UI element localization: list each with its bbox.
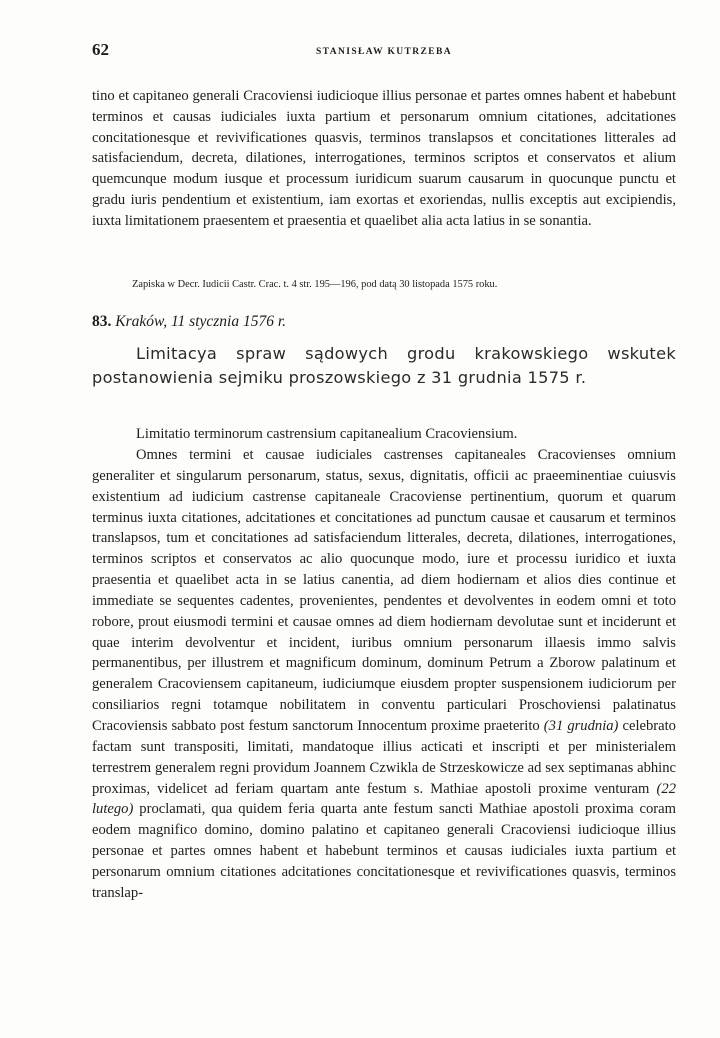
source-citation: Zapiska w Decr. Iudicii Castr. Crac. t. 4 str. 195—196, pod datą 30 listopada 1575 roku.	[132, 279, 498, 290]
entry-number: 83.	[92, 313, 112, 330]
entry-regest: Limitacya spraw sądowych grodu krakowskiego wskutek postanowienia sejmiku proszowskiego z 31 grudnia 1575 r.	[92, 344, 676, 387]
running-title: STANISŁAW KUTRZEBA	[316, 47, 452, 57]
page-number: 62	[92, 40, 109, 59]
entry-heading	[92, 313, 676, 331]
entry-rubric: Limitatio terminorum castrensium capitanealium Cracoviensium.	[136, 426, 518, 442]
editorial-note-date-1: (31 grudnia)	[543, 717, 619, 734]
entry-body-part-1: Omnes termini et causae iudiciales castrenses capitaneales Cracovienses omnium generaliter et singularum personarum, status, sexus, dignitatis, officii ac praeeminentiae cuiusvis existentium ad iudicium castrense capitaneale Cracoviense pertinentium, quorum et quarum terminus iuxta citationes, adcitationes et concitationes ad punctum causae et causarum et terminos translapsos, tum et concitationes ad satisfaciendum litterales, decreta, dilationes, interrogationes, terminos scriptos et conservatos ac alio quocunque modo, iure et processu iuridico et iuxta praesentia et quaelibet acta in se latius canentia, ad diem hodiernam et alios dies continue et immediate se sequentes cadentes, provenientes, pendentes et devolventes in eodem omni et toto robore, prout eiusmodi termini et causae omnes ad diem hodiernam devolutae sunt et inciderunt et quae interim devolventur et incident, iuribus omnium personarum illaesis immo salvis permanentibus, per illustrem et magnificum dominum, dominum Petrum a Zborow palatinum et generalem Cracoviensem capitaneum, iudiciumque eiusdem propter suspensionem iudiciorum per consiliarios regni totamque nobilitatem in conventu particulari Proschoviensi palatinatus Cracoviensis sabbato post festum sanctorum Innocentum proxime praeterito	[92, 447, 676, 734]
entry-body	[92, 445, 676, 904]
entry-place-date: Kraków, 11 stycznia 1576 r.	[115, 313, 287, 330]
running-head	[92, 40, 676, 62]
editorial-note-date-2: (22 lutego)	[92, 780, 676, 818]
entry-body-part-2: celebrato factam sunt transpositi, limitati, mandatoque illius acticati et inscripti et per ministerialem terrestrem generalem regni providum Joannem Czwikla de Strzeskowicze ad sex septimanas abhinc proximas, videlicet ad feriam quartam ante festum s. Mathiae apostoli proxime venturam	[92, 717, 676, 797]
previous-entry-text: tino et capitaneo generali Cracoviensi iudicioque illius personae et partes omnes habent et habebunt terminos et causas iudiciales iuxta partium et personarum omnium citationes, adcitationes concitationesque et revivificationes quasvis, terminos translapsos et concitationes litterales ad satisfaciendum, decreta, dilationes, interrogationes, terminos scriptos et conservatos et alium quemcunque modum iusque et processum iuridicum suarum causarum in quocunque punctu et gradu iuris pendentium et existentium, iam exortas et exoriendas, nullis exceptis aut excipiendis, iuxta limitationem praesentem et praesentia et quaelibet alia acta latius in se sonantia.	[92, 88, 676, 229]
entry-body-part-3: proclamati, qua quidem feria quarta ante festum sancti Mathiae apostoli proxima coram eodem magnifico domino, domino palatino et capitaneo generali Cracoviensi iudicioque illius personae et partes omnes habent et habebunt terminos et causas iudiciales iuxta partium et personarum omnium citationes adcitationes concitationesque et revivificationes quasvis, terminos translap-	[92, 801, 676, 901]
